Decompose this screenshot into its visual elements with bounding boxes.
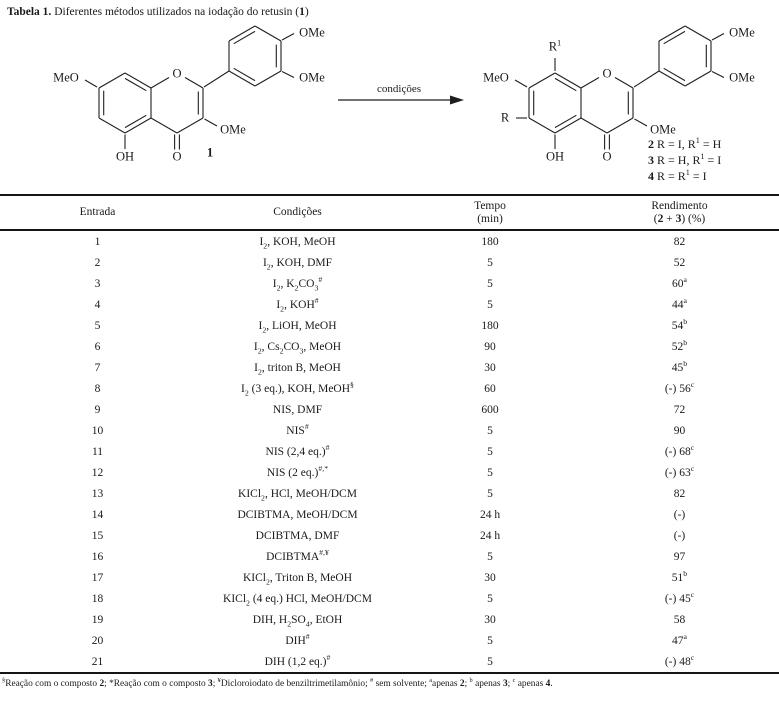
- cell-conditions: $I_2$, LiOH, MeOH: [258, 320, 337, 335]
- reactant-oh-label: OH: [115, 149, 135, 164]
- col-header-rendimento: Rendimento (2 + 3) (%): [651, 199, 708, 225]
- cell-yield: 47$^a$: [672, 631, 687, 647]
- cell-entry: 19: [91, 613, 104, 626]
- cell-time: 5: [487, 550, 493, 563]
- cell-entry: 7: [94, 362, 101, 375]
- cell-yield: (-) 48$^c$: [664, 652, 695, 668]
- cell-time: 5: [487, 299, 493, 312]
- cell-yield: 52$^b$: [671, 338, 688, 354]
- cell-time: 5: [487, 278, 493, 291]
- cell-conditions: NIS (2,4 eq.)#: [265, 443, 330, 458]
- table-row: [0, 400, 779, 421]
- cell-time: 30: [484, 613, 496, 626]
- cell-conditions: $I_2$, KOH, DMF: [262, 257, 333, 272]
- cell-entry: 18: [91, 592, 104, 605]
- cell-conditions: NIS (2 eq.)#,*: [266, 464, 329, 479]
- cell-conditions: DCIBTMA#,¥: [266, 547, 329, 563]
- cell-entry: 1: [94, 236, 101, 249]
- table-row: [0, 232, 779, 253]
- cell-yield: 90: [673, 425, 686, 438]
- product-structure: [515, 26, 724, 150]
- cell-time: 180: [481, 320, 499, 333]
- cell-conditions: $I_2$, $Cs_2CO_3$, MeOH: [253, 341, 342, 356]
- product-r-label: R: [500, 110, 510, 125]
- table-row: [0, 421, 779, 442]
- table-row: [0, 316, 779, 337]
- cell-time: 60: [484, 383, 496, 396]
- cell-time: 5: [487, 592, 493, 605]
- table-row: [0, 630, 779, 651]
- product-r-bonds: [516, 58, 555, 118]
- cell-entry: 9: [94, 404, 101, 417]
- table-header-row: [0, 197, 779, 229]
- reactant-ome3-label: OMe: [220, 122, 246, 137]
- cell-yield: (-) 63$^c$: [664, 464, 695, 479]
- cell-time: 5: [487, 655, 493, 668]
- reactant-compound-number: 1: [206, 145, 214, 160]
- cell-entry: 16: [91, 550, 104, 563]
- cell-entry: 12: [91, 466, 104, 479]
- cell-conditions: $I_2$, KOH, MeOH: [259, 236, 336, 251]
- table-row: [0, 358, 779, 379]
- product-ome4p-label: OMe: [729, 25, 755, 40]
- table-top-rule: [0, 194, 779, 196]
- cell-time: 600: [481, 404, 499, 417]
- legend-line-2: 2 R = I, $R^1 = H$: [648, 136, 722, 151]
- cell-yield: 52: [673, 257, 686, 270]
- cell-entry: 10: [91, 425, 104, 438]
- cell-entry: 2: [94, 257, 101, 270]
- cell-time: 5: [487, 466, 493, 479]
- cell-conditions: $I_2$, triton B, MeOH: [254, 362, 341, 377]
- table-row: [0, 274, 779, 295]
- product-ome3-label: OMe: [650, 122, 676, 137]
- reaction-arrow: [338, 96, 464, 105]
- table-row: [0, 651, 779, 672]
- table-row: [0, 609, 779, 630]
- cell-conditions: DIH (1,2 eq.)#: [264, 652, 331, 668]
- product-ring-o-label: O: [602, 66, 612, 81]
- cell-entry: 3: [94, 278, 101, 291]
- cell-conditions: $I_2$, KOH#: [276, 296, 319, 314]
- cell-conditions: NIS#: [286, 422, 309, 438]
- cell-conditions: DIH#: [285, 631, 310, 647]
- cell-entry: 4: [94, 299, 101, 312]
- cell-entry: 15: [91, 529, 104, 542]
- cell-conditions: $I_2$, $K_2CO_3^{\#}$: [272, 275, 323, 293]
- cell-time: 5: [487, 257, 493, 270]
- cell-conditions: DIH, $H_2SO_4$, EtOH: [252, 613, 343, 628]
- reactant-ome3p-label: OMe: [299, 70, 325, 85]
- cell-yield: 82: [673, 487, 686, 500]
- cell-entry: 14: [91, 508, 104, 521]
- product-oh-label: OH: [545, 149, 565, 164]
- cell-entry: 17: [91, 571, 104, 584]
- cell-entry: 20: [91, 634, 104, 647]
- product-meo-label: MeO: [483, 70, 509, 85]
- cell-yield: (-) 68$^c$: [664, 443, 695, 458]
- reactant-carbonyl-o-label: O: [172, 149, 182, 164]
- cell-yield: 97: [673, 550, 686, 563]
- cell-entry: 21: [91, 655, 104, 668]
- reactant-ome4p-label: OMe: [299, 25, 325, 40]
- table-body: [0, 232, 779, 672]
- cell-conditions: KICl$_2$, HCl, MeOH/DCM: [238, 487, 357, 503]
- table-row: [0, 295, 779, 316]
- table-caption: Tabela 1. Diferentes métodos utilizados na iodação do retusin (1): [7, 6, 309, 18]
- cell-entry: 11: [91, 445, 104, 458]
- cell-time: 24 h: [479, 529, 501, 542]
- table-row: [0, 379, 779, 400]
- cell-conditions: DCIBTMA, DMF: [255, 529, 340, 542]
- legend-line-3: 3 R = H, $R^1 = I$: [648, 152, 722, 167]
- cell-time: 24 h: [479, 508, 501, 521]
- product-ome3p-label: OMe: [729, 70, 755, 85]
- cell-conditions: $I_2$ (3 eq.), KOH, MeOH§: [241, 380, 354, 398]
- legend-line-4: 4 $R = R^1 = I$: [648, 168, 707, 183]
- col-header-tempo: Tempo (min): [474, 199, 506, 225]
- cell-yield: 72: [673, 404, 686, 417]
- cell-conditions: NIS, DMF: [272, 404, 323, 417]
- cell-yield: 51$^b$: [671, 568, 688, 584]
- cell-yield: 45$^b$: [671, 359, 688, 375]
- reactant-meo-label: MeO: [53, 70, 79, 85]
- cell-time: 180: [481, 236, 499, 249]
- col-header-entrada: Entrada: [79, 206, 116, 219]
- table-row: [0, 504, 779, 525]
- table-row: [0, 588, 779, 609]
- cell-yield: (-): [673, 529, 686, 542]
- reactant-structure: [85, 26, 294, 150]
- table-header-rule: [0, 229, 779, 231]
- table-row: [0, 483, 779, 504]
- arrow-conditions-label: condições: [377, 83, 421, 95]
- cell-conditions: DCIBTMA, MeOH/DCM: [237, 508, 358, 521]
- cell-conditions: KICl$_2$, Triton B, MeOH: [242, 571, 353, 586]
- cell-time: 30: [484, 362, 496, 375]
- table-row: [0, 442, 779, 463]
- cell-yield: 82: [673, 236, 686, 249]
- cell-yield: 60$^a$: [672, 275, 687, 291]
- cell-time: 5: [487, 634, 493, 647]
- table-row: [0, 253, 779, 274]
- cell-entry: 13: [91, 487, 104, 500]
- cell-conditions: KICl$_2$ (4 eq.) HCl, MeOH/DCM: [223, 592, 372, 607]
- cell-yield: 54$^b$: [671, 317, 688, 333]
- cell-entry: 8: [94, 383, 101, 396]
- table-bottom-rule: [0, 672, 779, 674]
- table-row: [0, 525, 779, 546]
- cell-yield: (-): [673, 508, 686, 521]
- cell-entry: 5: [94, 320, 101, 333]
- cell-yield: (-) 45$^c$: [664, 589, 695, 605]
- table-row: [0, 462, 779, 483]
- product-r1-label: $R^1$: [548, 37, 562, 54]
- table-row: [0, 337, 779, 358]
- table-row: [0, 546, 779, 567]
- cell-time: 5: [487, 487, 493, 500]
- table-row: [0, 567, 779, 588]
- reactant-ring-o-label: O: [172, 66, 182, 81]
- cell-time: 5: [487, 445, 493, 458]
- cell-time: 90: [484, 341, 496, 354]
- cell-yield: 58: [673, 613, 686, 626]
- cell-time: 5: [487, 425, 493, 438]
- product-carbonyl-o-label: O: [602, 149, 612, 164]
- product-legend: [648, 136, 721, 184]
- col-header-condicoes: Condições: [273, 206, 322, 219]
- cell-yield: 44$^a$: [672, 296, 687, 312]
- cell-yield: (-) 56$^c$: [664, 380, 695, 396]
- cell-entry: 6: [94, 341, 101, 354]
- table-footnote: §Reação com o composto 2; *Reação com o composto 3; ¥Dicloroiodato de benziltrimetilamônio; # sem solvente; $^a$apenas 2; $^b$ apenas 3; $^c$ apenas 4.: [2, 676, 553, 689]
- cell-time: 30: [484, 571, 496, 584]
